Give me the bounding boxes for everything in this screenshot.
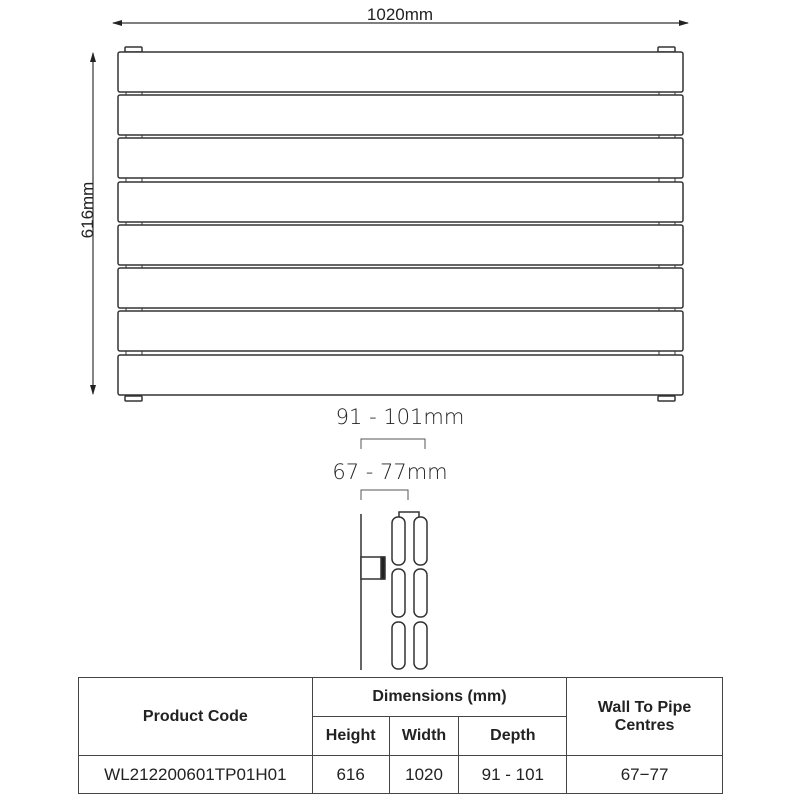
wall-to-pipe-bracket	[361, 490, 408, 500]
cell-product-code: WL212200601TP01H01	[79, 756, 313, 794]
header-width: Width	[389, 717, 459, 756]
table-row	[79, 756, 723, 794]
depth-range-label: 91 - 101mm	[335, 405, 465, 429]
height-dimension-label: 616mm	[78, 181, 97, 239]
cell-width: 1020	[389, 756, 459, 794]
header-wall-to-pipe: Wall To Pipe Centres	[567, 678, 723, 756]
radiator-front-view	[118, 47, 683, 401]
header-product-code: Product Code	[79, 678, 313, 756]
width-dimension-label: 1020mm	[366, 5, 434, 24]
cell-depth: 91 - 101	[459, 756, 567, 794]
header-dimensions-group: Dimensions (mm)	[312, 678, 566, 717]
header-depth: Depth	[459, 717, 567, 756]
cell-wall-to-pipe: 67−77	[567, 756, 723, 794]
header-height: Height	[312, 717, 389, 756]
specification-table	[78, 677, 723, 794]
cell-height: 616	[312, 756, 389, 794]
radiator-side-view	[361, 512, 427, 670]
depth-bracket	[361, 439, 425, 449]
wall-to-pipe-label: 67 - 77mm	[332, 460, 448, 484]
